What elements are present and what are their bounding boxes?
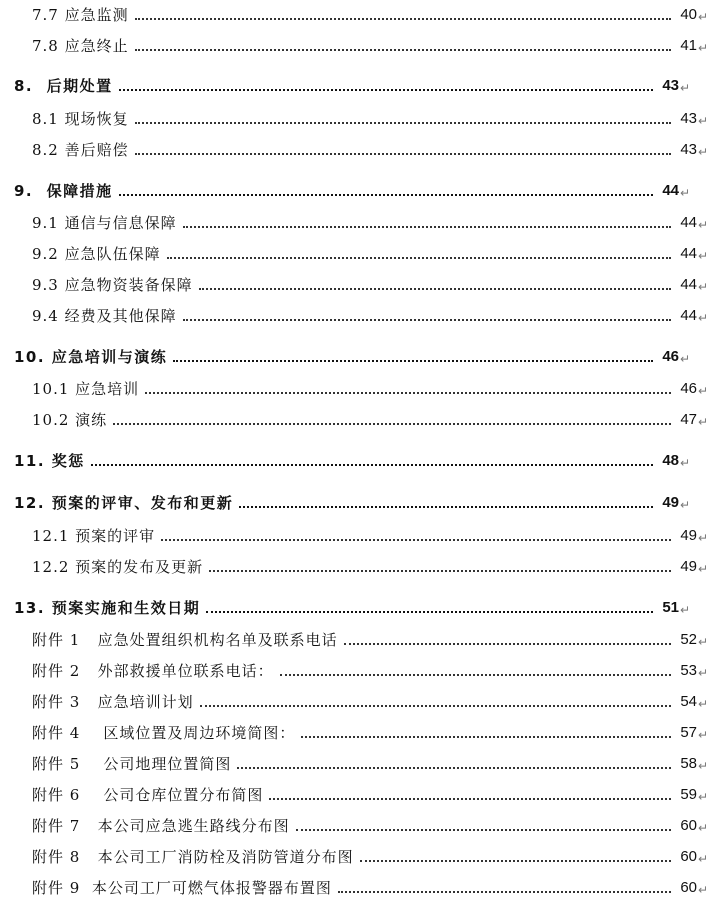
toc-heading-label: 10. 应急培训与演练 bbox=[14, 348, 168, 366]
toc-page-number: 48 bbox=[662, 452, 679, 469]
return-mark-icon: ↵ bbox=[698, 249, 709, 263]
return-mark-icon: ↵ bbox=[698, 697, 709, 711]
dot-leader bbox=[338, 891, 671, 893]
toc-appendix-entry[interactable] bbox=[0, 687, 712, 711]
toc-entry[interactable] bbox=[0, 31, 712, 55]
toc-page-number: 49 bbox=[680, 527, 697, 544]
toc-entry-label: 10.2 演练 bbox=[32, 411, 108, 429]
return-mark-icon: ↵ bbox=[680, 81, 691, 95]
toc-heading-label: 11. 奖惩 bbox=[14, 452, 85, 470]
toc-entry-label: 附件 6 公司仓库位置分布简图 bbox=[32, 786, 264, 804]
return-mark-icon: ↵ bbox=[698, 728, 709, 742]
dot-leader bbox=[237, 767, 671, 769]
dot-leader bbox=[135, 18, 671, 20]
return-mark-icon: ↵ bbox=[698, 384, 709, 398]
dot-leader bbox=[135, 49, 671, 51]
toc-entry[interactable] bbox=[0, 208, 712, 232]
return-mark-icon: ↵ bbox=[698, 311, 709, 325]
dot-leader bbox=[91, 464, 653, 466]
toc-entry-label: 8.1 现场恢复 bbox=[32, 110, 129, 128]
dot-leader bbox=[183, 226, 671, 228]
return-mark-icon: ↵ bbox=[698, 531, 709, 545]
toc-heading[interactable] bbox=[0, 446, 694, 470]
dot-leader bbox=[360, 860, 671, 862]
toc-entry[interactable] bbox=[0, 552, 712, 576]
toc-entry-label: 附件 4 区域位置及周边环境简图： bbox=[32, 724, 296, 742]
dot-leader bbox=[296, 829, 671, 831]
toc-heading[interactable] bbox=[0, 342, 694, 366]
return-mark-icon: ↵ bbox=[698, 852, 709, 866]
toc-entry[interactable] bbox=[0, 301, 712, 325]
return-mark-icon: ↵ bbox=[698, 666, 709, 680]
toc-entry-label: 10.1 应急培训 bbox=[32, 380, 140, 398]
toc-page-number: 46 bbox=[662, 348, 679, 365]
toc-page-number: 57 bbox=[680, 724, 697, 741]
toc-page-number: 49 bbox=[662, 494, 679, 511]
toc-entry-label: 9.3 应急物资装备保障 bbox=[32, 276, 193, 294]
toc-entry-label: 7.7 应急监测 bbox=[32, 6, 129, 24]
toc-heading-label: 9. 保障措施 bbox=[14, 182, 113, 200]
toc-page-number: 53 bbox=[680, 662, 697, 679]
toc-page-number: 51 bbox=[662, 599, 679, 616]
toc-page-number: 40 bbox=[680, 6, 697, 23]
toc-entry-label: 附件 8 本公司工厂消防栓及消防管道分布图 bbox=[32, 848, 354, 866]
return-mark-icon: ↵ bbox=[680, 352, 691, 366]
dot-leader bbox=[301, 736, 671, 738]
return-mark-icon: ↵ bbox=[698, 114, 709, 128]
return-mark-icon: ↵ bbox=[698, 145, 709, 159]
toc-page-number: 44 bbox=[680, 307, 697, 324]
toc-entry[interactable] bbox=[0, 239, 712, 263]
toc-page-number: 54 bbox=[680, 693, 697, 710]
toc-entry-label: 7.8 应急终止 bbox=[32, 37, 129, 55]
return-mark-icon: ↵ bbox=[698, 790, 709, 804]
return-mark-icon: ↵ bbox=[698, 10, 709, 24]
toc-page-number: 60 bbox=[680, 848, 697, 865]
dot-leader bbox=[183, 319, 671, 321]
toc-page-number: 43 bbox=[662, 77, 679, 94]
dot-leader bbox=[269, 798, 671, 800]
toc-page-number: 58 bbox=[680, 755, 697, 772]
dot-leader bbox=[239, 506, 653, 508]
toc-appendix-entry[interactable] bbox=[0, 842, 712, 866]
toc-heading[interactable] bbox=[0, 488, 694, 512]
toc-page-number: 59 bbox=[680, 786, 697, 803]
return-mark-icon: ↵ bbox=[698, 821, 709, 835]
dot-leader bbox=[119, 194, 653, 196]
return-mark-icon: ↵ bbox=[698, 415, 709, 429]
toc-appendix-entry[interactable] bbox=[0, 780, 712, 804]
toc-appendix-entry[interactable] bbox=[0, 873, 712, 897]
toc-heading[interactable] bbox=[0, 593, 694, 617]
toc-heading[interactable] bbox=[0, 71, 694, 95]
dot-leader bbox=[119, 89, 653, 91]
toc-page-number: 47 bbox=[680, 411, 697, 428]
toc-entry[interactable] bbox=[0, 374, 712, 398]
return-mark-icon: ↵ bbox=[698, 759, 709, 773]
dot-leader bbox=[167, 257, 671, 259]
toc-page-number: 44 bbox=[662, 182, 679, 199]
toc-entry[interactable] bbox=[0, 270, 712, 294]
dot-leader bbox=[344, 643, 671, 645]
toc-heading-label: 13. 预案实施和生效日期 bbox=[14, 599, 201, 617]
toc-appendix-entry[interactable] bbox=[0, 656, 712, 680]
toc-entry-label: 附件 2 外部救援单位联系电话： bbox=[32, 662, 274, 680]
toc-page-number: 60 bbox=[680, 879, 697, 896]
toc-entry-label: 附件 9 本公司工厂可燃气体报警器布置图 bbox=[32, 879, 332, 897]
toc-entry-label: 附件 1 应急处置组织机构名单及联系电话 bbox=[32, 631, 338, 649]
toc-page-number: 49 bbox=[680, 558, 697, 575]
toc-entry-label: 附件 7 本公司应急逃生路线分布图 bbox=[32, 817, 290, 835]
return-mark-icon: ↵ bbox=[698, 635, 709, 649]
toc-entry-label: 9.2 应急队伍保障 bbox=[32, 245, 161, 263]
dot-leader bbox=[135, 122, 671, 124]
toc-appendix-entry[interactable] bbox=[0, 718, 712, 742]
toc-entry[interactable] bbox=[0, 135, 712, 159]
dot-leader bbox=[206, 611, 653, 613]
return-mark-icon: ↵ bbox=[698, 562, 709, 576]
return-mark-icon: ↵ bbox=[680, 186, 691, 200]
toc-heading[interactable] bbox=[0, 176, 694, 200]
toc-appendix-entry[interactable] bbox=[0, 625, 712, 649]
toc-entry[interactable] bbox=[0, 521, 712, 545]
toc-page-number: 41 bbox=[680, 37, 697, 54]
toc-page-number: 43 bbox=[680, 141, 697, 158]
toc-page-number: 44 bbox=[680, 214, 697, 231]
toc-appendix-entry[interactable] bbox=[0, 811, 712, 835]
toc-page-number: 46 bbox=[680, 380, 697, 397]
toc-entry-label: 8.2 善后赔偿 bbox=[32, 141, 129, 159]
dot-leader bbox=[200, 705, 671, 707]
return-mark-icon: ↵ bbox=[698, 41, 709, 55]
return-mark-icon: ↵ bbox=[698, 280, 709, 294]
return-mark-icon: ↵ bbox=[698, 883, 709, 897]
toc-entry-label: 12.1 预案的评审 bbox=[32, 527, 156, 545]
return-mark-icon: ↵ bbox=[680, 456, 691, 470]
dot-leader bbox=[173, 360, 653, 362]
dot-leader bbox=[209, 570, 671, 572]
return-mark-icon: ↵ bbox=[680, 603, 691, 617]
dot-leader bbox=[113, 423, 671, 425]
toc-heading-label: 8. 后期处置 bbox=[14, 77, 113, 95]
toc-entry[interactable] bbox=[0, 405, 712, 429]
return-mark-icon: ↵ bbox=[680, 498, 691, 512]
toc-entry-label: 附件 3 应急培训计划 bbox=[32, 693, 194, 711]
toc-heading-label: 12. 预案的评审、发布和更新 bbox=[14, 494, 234, 512]
toc-entry[interactable] bbox=[0, 104, 712, 128]
dot-leader bbox=[161, 539, 671, 541]
return-mark-icon: ↵ bbox=[698, 218, 709, 232]
dot-leader bbox=[199, 288, 671, 290]
toc-entry-label: 9.4 经费及其他保障 bbox=[32, 307, 177, 325]
toc-page-number: 44 bbox=[680, 245, 697, 262]
dot-leader bbox=[135, 153, 671, 155]
toc-appendix-entry[interactable] bbox=[0, 749, 712, 773]
dot-leader bbox=[280, 674, 671, 676]
toc-entry-label: 12.2 预案的发布及更新 bbox=[32, 558, 204, 576]
toc-entry-label: 9.1 通信与信息保障 bbox=[32, 214, 177, 232]
toc-page-number: 60 bbox=[680, 817, 697, 834]
dot-leader bbox=[145, 392, 671, 394]
toc-entry[interactable] bbox=[0, 0, 712, 24]
toc-page-number: 43 bbox=[680, 110, 697, 127]
toc-entry-label: 附件 5 公司地理位置简图 bbox=[32, 755, 232, 773]
toc-page-number: 52 bbox=[680, 631, 697, 648]
toc-page-number: 44 bbox=[680, 276, 697, 293]
